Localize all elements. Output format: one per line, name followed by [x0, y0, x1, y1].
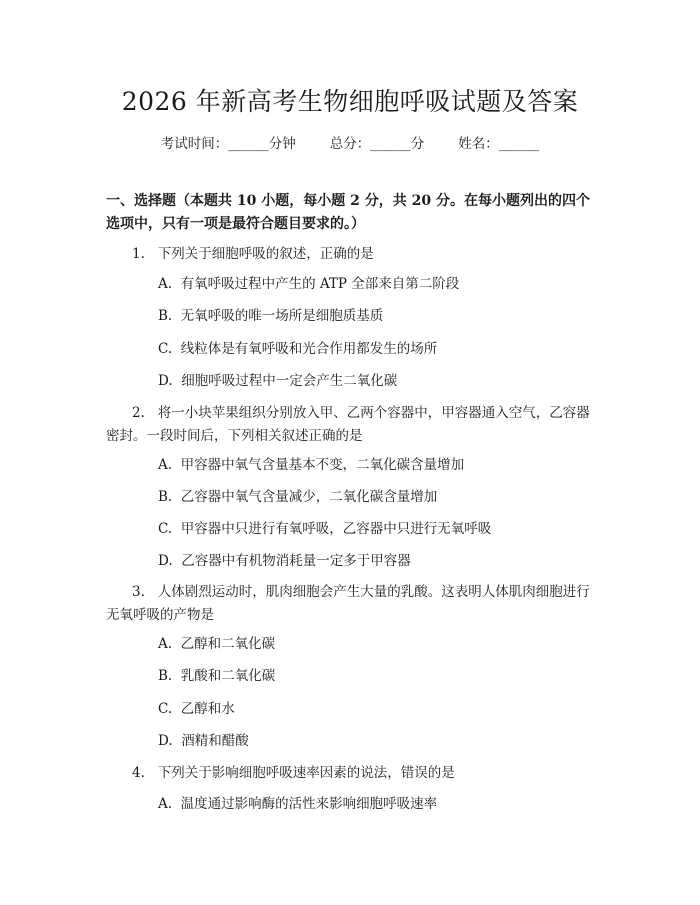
page-title: 2026 年新高考生物细胞呼吸试题及答案 — [121, 87, 579, 116]
question-1-option-c: C. 线粒体是有氧呼吸和光合作用都发生的场所 — [158, 341, 438, 357]
exam-info-line — [0, 132, 700, 152]
question-4: 4. 下列关于影响细胞呼吸速率因素的说法，错误的是 — [132, 765, 455, 781]
question-2-option-c: C. 甲容器中只进行有氧呼吸，乙容器中只进行无氧呼吸 — [158, 521, 492, 537]
question-3-option-c: C. 乙醇和水 — [158, 701, 235, 717]
question-4-option-a: A. 温度通过影响酶的活性来影响细胞呼吸速率 — [158, 796, 438, 812]
question-1: 1. 下列关于细胞呼吸的叙述，正确的是 — [132, 246, 374, 262]
question-3-option-a: A. 乙醇和二氧化碳 — [158, 636, 276, 652]
question-1-option-a: A. 有氧呼吸过程中产生的 ATP 全部来自第二阶段 — [158, 276, 460, 292]
question-1-option-b: B. 无氧呼吸的唯一场所是细胞质基质 — [158, 308, 384, 324]
question-3: 3. 人体剧烈运动时，肌肉细胞会产生大量的乳酸。这表明人体肌肉细胞进行无氧呼吸的产物是 — [106, 584, 590, 623]
question-2-option-b: B. 乙容器中氧气含量减少，二氧化碳含量增加 — [158, 489, 438, 505]
question-1-option-d: D. 细胞呼吸过程中一定会产生二氧化碳 — [158, 373, 398, 389]
question-3-option-b: B. 乳酸和二氧化碳 — [158, 668, 276, 684]
exam-time-field: 考试时间：______分钟 — [160, 136, 296, 152]
question-2-option-d: D. 乙容器中有机物消耗量一定多于甲容器 — [158, 553, 411, 569]
section-heading: 一、选择题（本题共 10 小题，每小题 2 分，共 20 分。在每小题列出的四个选项中，只有一项是最符合题目要求的。） — [106, 193, 590, 232]
question-3-option-d: D. 酒精和醋酸 — [158, 733, 249, 749]
student-name-field: 姓名：______ — [458, 136, 540, 152]
question-2-option-a: A. 甲容器中氧气含量基本不变，二氧化碳含量增加 — [158, 457, 465, 473]
total-score-field: 总分：______分 — [329, 136, 425, 152]
question-2: 2. 将一小块苹果组织分别放入甲、乙两个容器中，甲容器通入空气，乙容器密封。一段时间后，下列相关叙述正确的是 — [106, 405, 590, 444]
